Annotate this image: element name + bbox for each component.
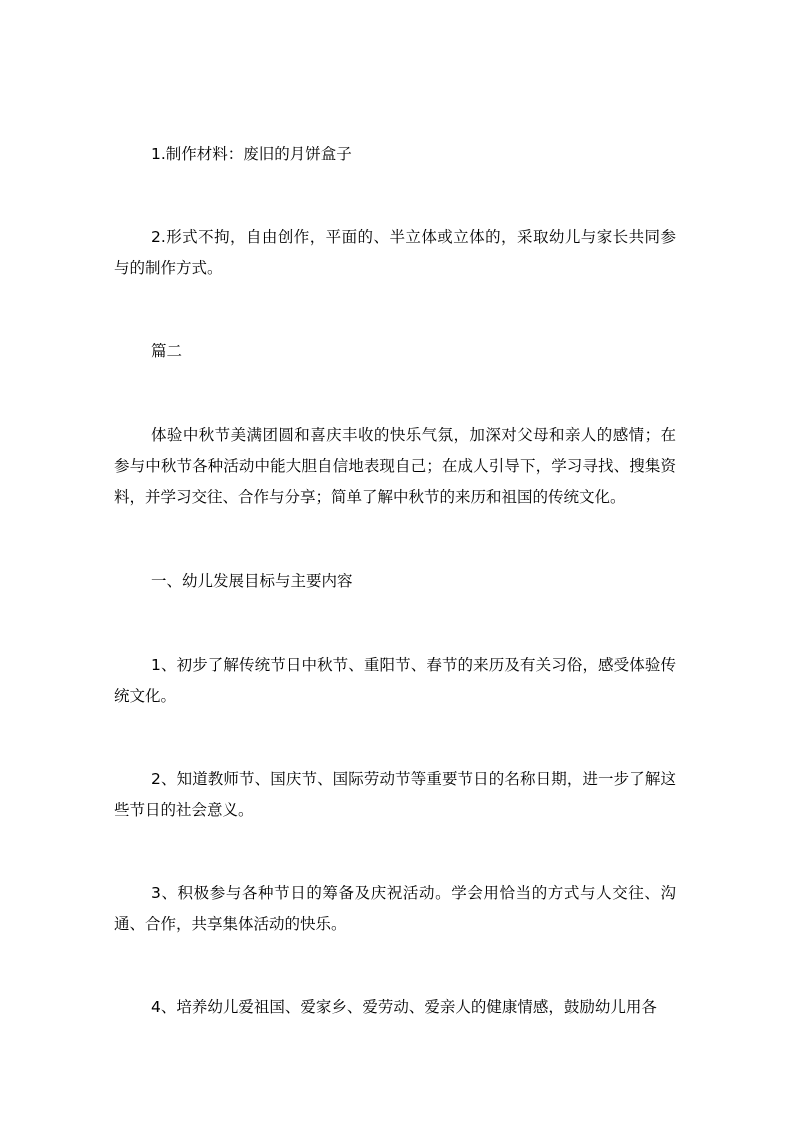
list-item-goal-3: 3、积极参与各种节日的筹备及庆祝活动。学会用恰当的方式与人交往、沟通、合作，共享集体活动的快乐。 <box>114 884 676 933</box>
section-heading-part-two: 篇二 <box>151 342 183 360</box>
paragraph-form: 2.形式不拘，自由创作，平面的、半立体或立体的，采取幼儿与家长共同参与的制作方式。 <box>114 228 676 277</box>
paragraph-materials: 1.制作材料：废旧的月饼盒子 <box>151 145 352 163</box>
list-item-goal-4: 4、培养幼儿爱祖国、爱家乡、爱劳动、爱亲人的健康情感，鼓励幼儿用各 <box>151 998 657 1016</box>
section-heading-development-goals: 一、幼儿发展目标与主要内容 <box>151 572 353 590</box>
list-item-goal-1: 1、初步了解传统节日中秋节、重阳节、春节的来历及有关习俗，感受体验传统文化。 <box>114 656 676 705</box>
paragraph-goal-summary: 体验中秋节美满团圆和喜庆丰收的快乐气氛，加深对父母和亲人的感情；在参与中秋节各种活动中能大胆自信地表现自己；在成人引导下，学习寻找、搜集资料，并学习交往、合作与分享；简单了解中秋节的来历和祖国的传统文化。 <box>114 426 676 506</box>
list-item-goal-2: 2、知道教师节、国庆节、国际劳动节等重要节日的名称日期，进一步了解这些节日的社会意义。 <box>114 770 676 819</box>
